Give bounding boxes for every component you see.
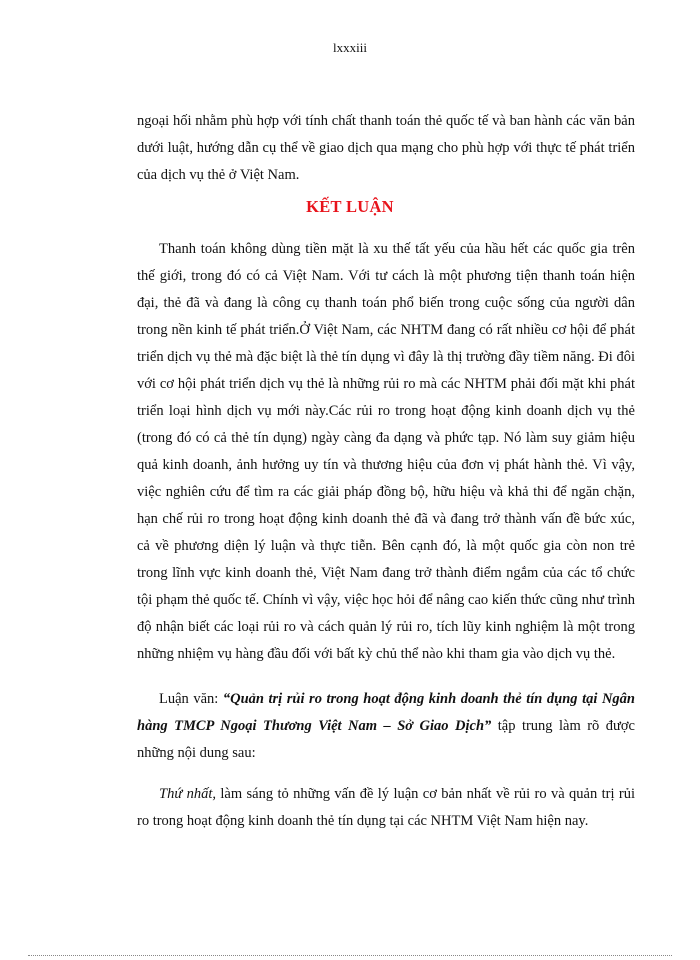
intro-paragraph: ngoại hối nhằm phù hợp với tính chất thanh toán thẻ quốc tế và ban hành các văn bản dưới luật, hướng dẫn cụ thể về giao dịch qua mạng cho phù hợp với thực tế phát triển của dịch vụ thẻ ở Việt Nam. [137,113,635,183]
first-point-paragraph [137,781,635,835]
section-heading: KẾT LUẬN [306,197,394,216]
thesis-title: “Quản trị rủi ro trong hoạt động kinh doanh thẻ tín dụng tại Ngân hàng TMCP Ngoại Thương Việt Nam – Sở Giao Dịch” [137,691,635,734]
thesis-block [137,686,635,767]
bottom-divider [28,955,672,956]
intro-block [137,108,635,189]
thesis-tail: tập trung làm rõ được những nội dung sau: [137,718,635,761]
first-point-text: làm sáng tỏ những vấn đề lý luận cơ bản nhất về rủi ro và quản trị rủi ro trong hoạt động kinh doanh thẻ tín dụng tại các NHTM Việt Nam hiện nay. [137,786,635,829]
first-point-lead: Thứ nhất, [159,786,217,802]
thesis-paragraph [137,686,635,767]
thesis-lead: Luận văn: [159,691,223,707]
first-point-block [137,781,635,835]
page-number: lxxxiii [333,40,367,55]
conclusion-block [137,236,635,668]
conclusion-paragraph: Thanh toán không dùng tiền mặt là xu thế tất yếu của hầu hết các quốc gia trên thế giới, trong đó có cả Việt Nam. Với tư cách là một phương tiện thanh toán hiện đại, thẻ đã và đang là công cụ thanh toán phổ biến trong cuộc sống của người dân trong nền kinh tế phát triển.Ở Việt Nam, các NHTM đang có rất nhiều cơ hội để phát triển dịch vụ thẻ mà đặc biệt là thẻ tín dụng vì đây là thị trường đầy tiềm năng. Đi đôi với cơ hội phát triển dịch vụ thẻ là những rủi ro mà các NHTM phải đối mặt khi phát triển loại hình dịch vụ mới này.Các rủi ro trong hoạt động kinh doanh dịch vụ thẻ (trong đó có cả thẻ tín dụng) ngày càng đa dạng và phức tạp. Nó làm suy giảm hiệu quả kinh doanh, ảnh hưởng uy tín và thương hiệu của đơn vị phát hành thẻ. Vì vậy, việc nghiên cứu để tìm ra các giải pháp đồng bộ, hữu hiệu và khả thi để ngăn chặn, hạn chế rủi ro trong hoạt động kinh doanh thẻ đã và đang trở thành vấn đề bức xúc, cả về phương diện lý luận và thực tiễn. Bên cạnh đó, là một quốc gia còn non trẻ trong lĩnh vực kinh doanh thẻ, Việt Nam đang trở thành điểm ngắm của các tổ chức tội phạm thẻ quốc tế. Chính vì vậy, việc học hỏi để nâng cao kiến thức cũng như trình độ nhận biết các loại rủi ro và cách quản lý rủi ro, tích lũy kinh nghiệm là một trong những nhiệm vụ hàng đầu đối với bất kỳ chủ thể nào khi tham gia vào dịch vụ thẻ. [137,241,635,662]
